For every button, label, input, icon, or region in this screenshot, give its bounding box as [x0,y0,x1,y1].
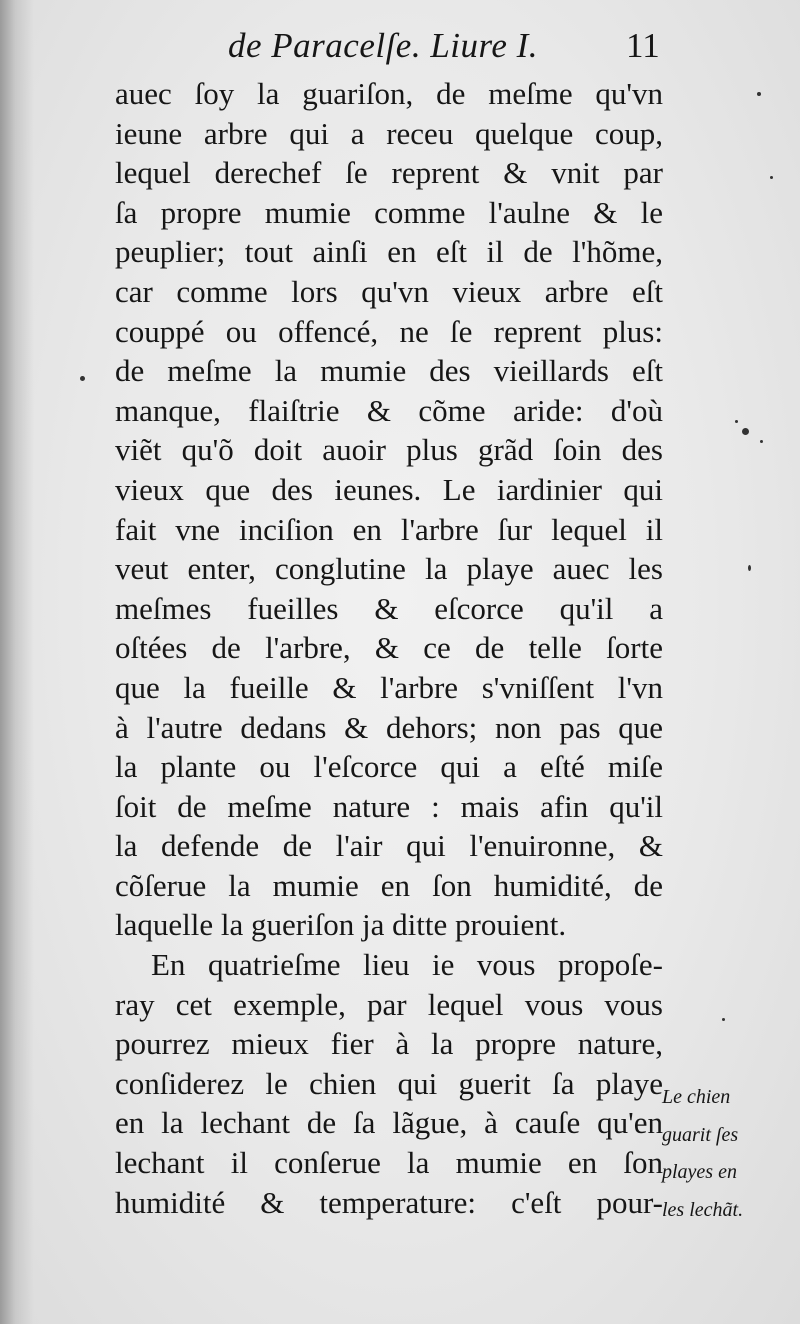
margin-note-line: guarit ſes [662,1123,739,1146]
paragraph-start-line: En quatrieſme lieu ie vous propoſe- [151,947,663,983]
text-line: conſiderez le chien qui guerit ſa playe [115,1065,663,1101]
text-line: lechant il conſerue la mumie en ſon [115,1145,663,1181]
text-line: veut enter, conglutine la playe auec les [115,551,663,587]
text-line: en la lechant de ſa lãgue, à cauſe qu'en [115,1105,663,1141]
text-line: pourrez mieux fier à la propre nature, [115,1026,663,1062]
ink-speck [722,1018,725,1021]
page-header [0,24,800,74]
text-line: peuplier; tout ainſi en eſt il de l'hõme, [115,234,663,270]
ink-speck [742,428,749,435]
text-line: manque, flaiſtrie & cõme aride: d'où [115,392,663,428]
text-line: que la fueille & l'arbre s'vniſſent l'vn [115,669,663,705]
ink-speck [80,376,85,381]
text-line: couppé ou offencé, ne ſe reprent plus: [115,313,663,349]
text-line: fait vne inciſion en l'arbre ſur lequel il [115,511,663,547]
text-line: meſmes fueilles & eſcorce qu'il a [115,590,663,626]
margin-note-line: Le chien [662,1086,731,1108]
text-line: ſoit de meſme nature : mais afin qu'il [115,788,663,824]
margin-note [662,1079,792,1229]
text-line: la defende de l'air qui l'enuironne, & [115,828,663,864]
text-line: ieune arbre qui a receu quelque coup, [115,115,663,151]
text-line: car comme lors qu'vn vieux arbre eſt [115,273,663,309]
text-line: oſtées de l'arbre, & ce de telle ſorte [115,630,663,666]
text-line: auec ſoy la guariſon, de meſme qu'vn [115,76,663,111]
text-line: la plante ou l'eſcorce qui a eſté miſe [115,749,663,785]
running-head: de Paracelſe. Liure I. [228,26,539,65]
text-line: cõſerue la mumie en ſon humidité, de [115,867,663,903]
text-line: ray cet exemple, par lequel vous vous [115,986,663,1022]
text-line: ſa propre mumie comme l'aulne & le [115,194,663,230]
text-line: viẽt qu'õ doit auoir plus grãd ſoin des [115,432,663,468]
page-number: 11 [626,26,660,65]
ink-speck [735,420,738,423]
ink-speck [748,565,751,571]
margin-note-line: les lechãt. [662,1198,744,1221]
ink-speck [760,440,763,443]
text-line: laquelle la gueriſon ja ditte prouient. [115,907,567,943]
margin-note-line: playes en [662,1161,737,1184]
text-line: à l'autre dedans & dehors; non pas que [115,709,663,745]
text-line: vieux que des ieunes. Le iardinier qui [115,471,663,507]
ink-speck [757,92,761,96]
text-line: lequel derechef ſe reprent & vnit par [115,155,663,191]
page-gutter-shadow [0,0,34,1324]
text-line: de meſme la mumie des vieillards eſt [115,353,663,389]
ink-speck [770,176,773,179]
text-line: humidité & temperature: c'eſt pour- [115,1184,663,1220]
body-text [115,74,663,1222]
